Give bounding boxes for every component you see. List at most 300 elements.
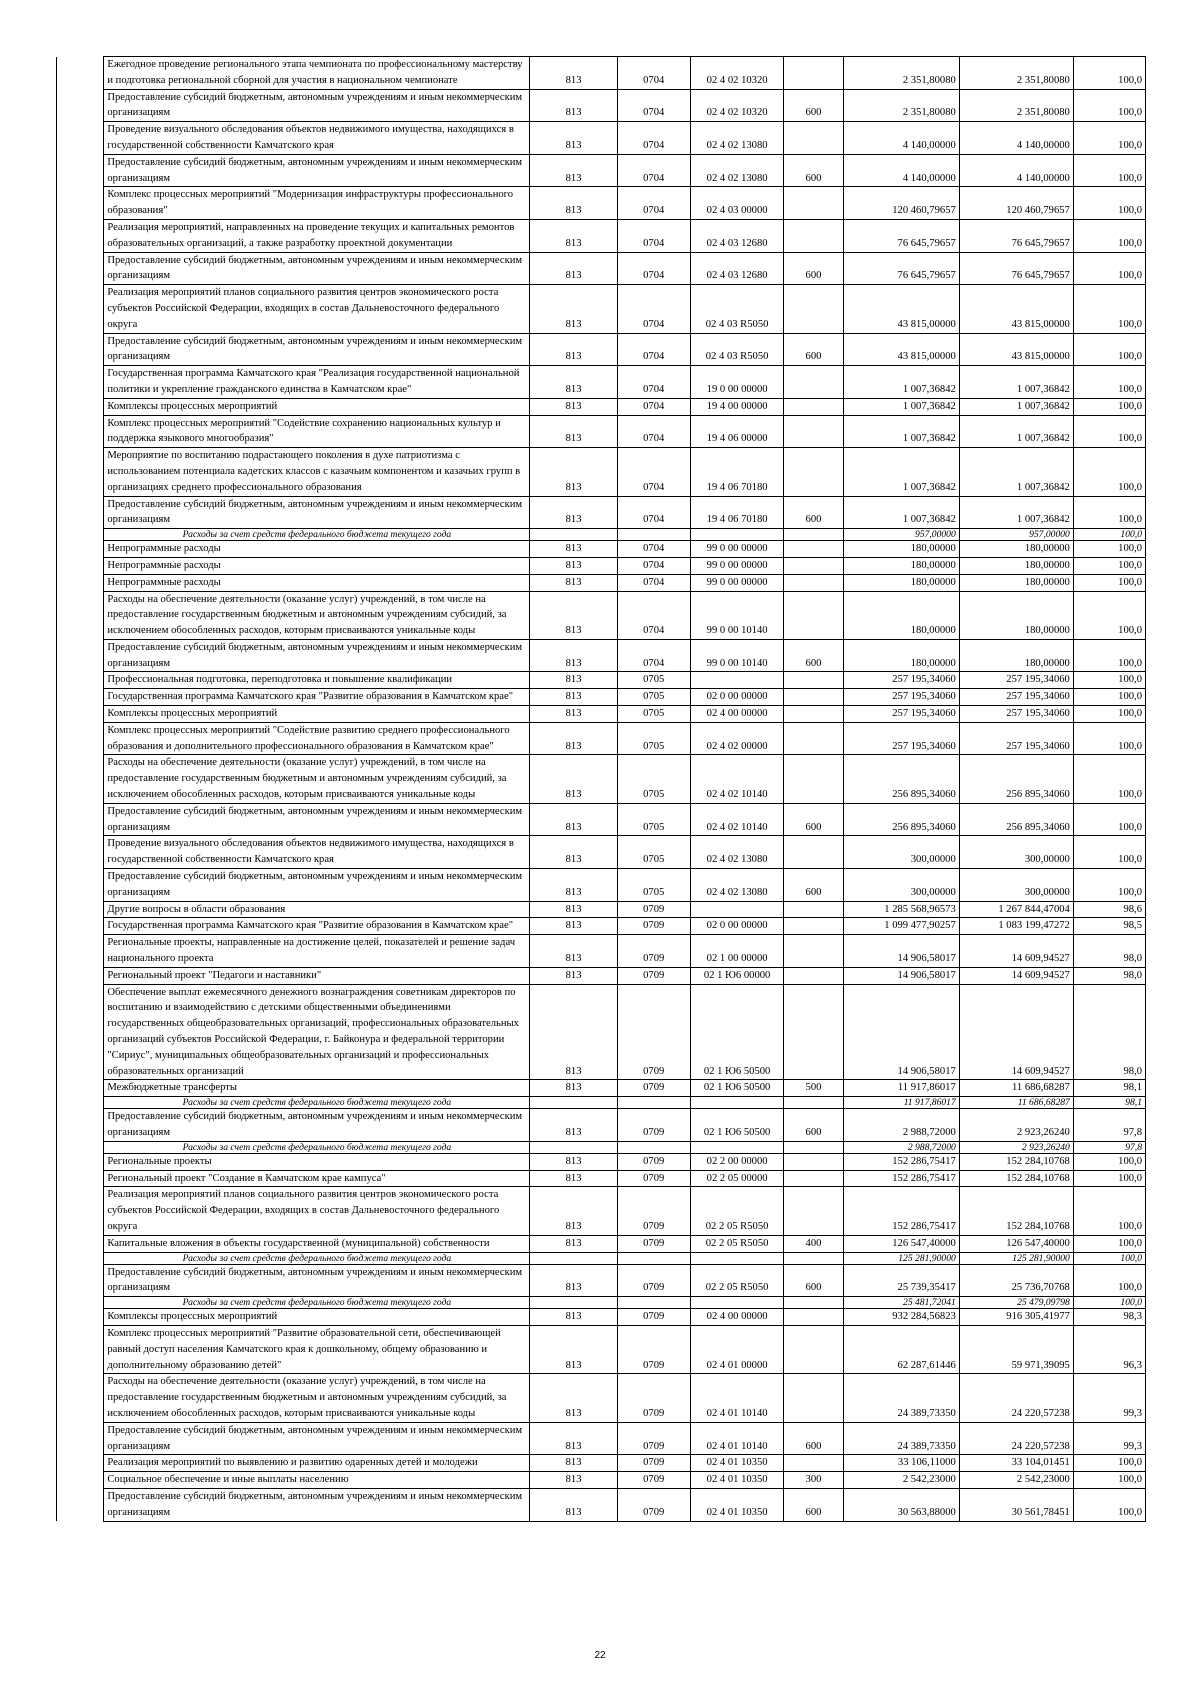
row-ministry-code-cell: 813 — [530, 285, 617, 333]
row-name-cell: Предоставление субсидий бюджетным, автономным учреждениям и иным некоммерческим организациям — [104, 252, 530, 285]
row-percent-cell: 100,0 — [1073, 89, 1145, 122]
row-section-code-cell: 0704 — [617, 154, 690, 187]
row-expense-type-cell — [784, 836, 843, 869]
row-target-article-cell: 02 4 02 13080 — [690, 154, 784, 187]
row-section-code-cell: 0709 — [617, 1235, 690, 1252]
row-percent-cell: 98,0 — [1073, 935, 1145, 968]
row-section-code-cell: 0704 — [617, 541, 690, 558]
row-name-cell: Предоставление субсидий бюджетным, автономным учреждениям и иным некоммерческим организациям — [104, 1264, 530, 1297]
row-section-code-cell: 0709 — [617, 1455, 690, 1472]
row-section-code-cell: 0705 — [617, 803, 690, 836]
row-actual-amount-cell: 24 220,57238 — [959, 1374, 1073, 1422]
row-expense-type-cell — [784, 1187, 843, 1235]
row-expense-type-cell — [784, 706, 843, 723]
row-ministry-code-cell: 813 — [530, 967, 617, 984]
row-percent-cell: 98,1 — [1073, 1080, 1145, 1097]
row-name-cell: Непрограммные расходы — [104, 574, 530, 591]
row-name-cell: Комплекс процессных мероприятий "Содействие сохранению национальных культур и поддержка языкового многообразия" — [104, 415, 530, 448]
row-expense-type-cell — [784, 755, 843, 803]
row-actual-amount-cell: 300,00000 — [959, 836, 1073, 869]
row-expense-type-cell — [784, 935, 843, 968]
row-actual-amount-cell: 180,00000 — [959, 557, 1073, 574]
row-expense-type-cell: 600 — [784, 1264, 843, 1297]
table-row — [57, 755, 1146, 803]
row-target-article-cell: 02 4 02 13080 — [690, 836, 784, 869]
row-ministry-code-cell: 813 — [530, 57, 617, 90]
row-percent-cell: 98,0 — [1073, 984, 1145, 1080]
row-expense-type-cell: 600 — [784, 1488, 843, 1521]
row-ministry-code-cell: 813 — [530, 1472, 617, 1489]
row-actual-amount-cell: 1 007,36842 — [959, 496, 1073, 529]
row-section-code-cell: 0705 — [617, 836, 690, 869]
row-ministry-code-cell: 813 — [530, 1309, 617, 1326]
row-name-cell: Непрограммные расходы — [104, 557, 530, 574]
row-section-code-cell: 0704 — [617, 448, 690, 496]
table-row — [57, 803, 1146, 836]
row-target-article-cell: 02 2 00 00000 — [690, 1153, 784, 1170]
row-section-code-cell — [617, 1141, 690, 1153]
row-plan-amount-cell: 152 286,75417 — [843, 1187, 959, 1235]
row-blank-cell — [57, 722, 104, 755]
row-section-code-cell: 0709 — [617, 1080, 690, 1097]
row-plan-amount-cell: 257 195,34060 — [843, 722, 959, 755]
table-row — [57, 1472, 1146, 1489]
row-section-code-cell: 0709 — [617, 1422, 690, 1455]
table-row — [57, 639, 1146, 672]
row-percent-cell: 100,0 — [1073, 252, 1145, 285]
row-name-cell: Профессиональная подготовка, переподготовка и повышение квалификации — [104, 672, 530, 689]
row-blank-cell — [57, 1097, 104, 1109]
row-target-article-cell: 99 0 00 00000 — [690, 574, 784, 591]
row-target-article-cell: 99 0 00 00000 — [690, 541, 784, 558]
row-actual-amount-cell: 180,00000 — [959, 574, 1073, 591]
row-target-article-cell: 02 4 00 00000 — [690, 706, 784, 723]
row-percent-cell: 100,0 — [1073, 836, 1145, 869]
row-plan-amount-cell: 1 285 568,96573 — [843, 901, 959, 918]
row-section-code-cell: 0704 — [617, 398, 690, 415]
row-percent-cell: 100,0 — [1073, 803, 1145, 836]
table-row — [57, 967, 1146, 984]
table-row — [57, 122, 1146, 155]
row-target-article-cell: 02 4 02 13080 — [690, 869, 784, 902]
table-row — [57, 1187, 1146, 1235]
row-section-code-cell: 0704 — [617, 366, 690, 399]
row-actual-amount-cell: 59 971,39095 — [959, 1325, 1073, 1373]
row-ministry-code-cell: 813 — [530, 1080, 617, 1097]
row-expense-type-cell: 600 — [784, 252, 843, 285]
row-section-code-cell: 0704 — [617, 639, 690, 672]
row-blank-cell — [57, 541, 104, 558]
row-target-article-cell: 02 4 03 R5050 — [690, 333, 784, 366]
row-plan-amount-cell: 25 739,35417 — [843, 1264, 959, 1297]
row-percent-cell: 100,0 — [1073, 1488, 1145, 1521]
row-plan-amount-cell: 24 389,73350 — [843, 1422, 959, 1455]
row-name-cell: Предоставление субсидий бюджетным, автономным учреждениям и иным некоммерческим организациям — [104, 154, 530, 187]
row-ministry-code-cell: 813 — [530, 557, 617, 574]
row-actual-amount-cell: 152 284,10768 — [959, 1187, 1073, 1235]
row-section-code-cell: 0709 — [617, 1325, 690, 1373]
row-percent-cell: 96,3 — [1073, 1325, 1145, 1373]
row-ministry-code-cell: 813 — [530, 219, 617, 252]
row-plan-amount-cell: 256 895,34060 — [843, 755, 959, 803]
budget-table-sheet — [56, 56, 1146, 1522]
row-expense-type-cell — [784, 1374, 843, 1422]
row-blank-cell — [57, 252, 104, 285]
row-blank-cell — [57, 1422, 104, 1455]
row-name-cell: Государственная программа Камчатского края "Развитие образования в Камчатском крае" — [104, 918, 530, 935]
row-blank-cell — [57, 901, 104, 918]
table-row — [57, 1109, 1146, 1142]
row-blank-cell — [57, 1325, 104, 1373]
row-target-article-cell — [690, 901, 784, 918]
row-ministry-code-cell — [530, 529, 617, 541]
row-blank-cell — [57, 1472, 104, 1489]
row-expense-type-cell: 600 — [784, 1109, 843, 1142]
row-expense-type-cell — [784, 415, 843, 448]
row-target-article-cell: 99 0 00 10140 — [690, 639, 784, 672]
row-blank-cell — [57, 557, 104, 574]
row-blank-cell — [57, 1141, 104, 1153]
row-expense-type-cell — [784, 366, 843, 399]
row-percent-cell: 100,0 — [1073, 574, 1145, 591]
row-actual-amount-cell: 2 923,26240 — [959, 1109, 1073, 1142]
table-row — [57, 285, 1146, 333]
row-plan-amount-cell: 257 195,34060 — [843, 689, 959, 706]
row-expense-type-cell — [784, 122, 843, 155]
row-actual-amount-cell: 2 351,80080 — [959, 57, 1073, 90]
row-name-cell: Региональный проект "Создание в Камчатском крае кампуса" — [104, 1170, 530, 1187]
row-target-article-cell: 02 4 03 R5050 — [690, 285, 784, 333]
row-plan-amount-cell: 2 542,23000 — [843, 1472, 959, 1489]
row-target-article-cell: 02 0 00 00000 — [690, 689, 784, 706]
table-row — [57, 984, 1146, 1080]
row-target-article-cell: 02 4 01 10350 — [690, 1472, 784, 1489]
row-name-cell: Реализация мероприятий по выявлению и развитию одаренных детей и молодежи — [104, 1455, 530, 1472]
row-target-article-cell: 19 4 06 00000 — [690, 415, 784, 448]
row-name-cell: Расходы на обеспечение деятельности (оказание услуг) учреждений, в том числе на предоставление государственным бюджетным и автономным учреждениям субсидий, за исключением обособленных расходов, которым присваиваются уникальные коды — [104, 1374, 530, 1422]
row-section-code-cell: 0704 — [617, 557, 690, 574]
row-name-cell: Комплексы процессных мероприятий — [104, 706, 530, 723]
row-expense-type-cell: 600 — [784, 803, 843, 836]
row-target-article-cell: 02 1 00 00000 — [690, 935, 784, 968]
table-subrow-federal — [57, 1097, 1146, 1109]
row-percent-cell: 100,0 — [1073, 529, 1145, 541]
row-ministry-code-cell: 813 — [530, 1422, 617, 1455]
row-actual-amount-cell: 2 542,23000 — [959, 1472, 1073, 1489]
row-target-article-cell: 02 4 03 12680 — [690, 252, 784, 285]
row-blank-cell — [57, 366, 104, 399]
row-percent-cell: 100,0 — [1073, 1472, 1145, 1489]
row-percent-cell: 100,0 — [1073, 706, 1145, 723]
row-blank-cell — [57, 1455, 104, 1472]
row-section-code-cell: 0709 — [617, 967, 690, 984]
row-ministry-code-cell: 813 — [530, 901, 617, 918]
row-name-cell: Проведение визуального обследования объектов недвижимого имущества, находящихся в государственной собственности Камчатского края — [104, 122, 530, 155]
row-section-code-cell: 0704 — [617, 285, 690, 333]
row-section-code-cell — [617, 529, 690, 541]
row-ministry-code-cell: 813 — [530, 722, 617, 755]
row-section-code-cell: 0704 — [617, 219, 690, 252]
row-blank-cell — [57, 1187, 104, 1235]
row-name-cell: Социальное обеспечение и иные выплаты населению — [104, 1472, 530, 1489]
row-ministry-code-cell: 813 — [530, 1325, 617, 1373]
row-target-article-cell: 02 4 01 10140 — [690, 1422, 784, 1455]
row-blank-cell — [57, 415, 104, 448]
row-actual-amount-cell: 30 561,78451 — [959, 1488, 1073, 1521]
row-target-article-cell: 02 4 01 10350 — [690, 1455, 784, 1472]
row-name-cell: Реализация мероприятий планов социального развития центров экономического роста субъектов Российской Федерации, входящих в состав Дальневосточного федерального округа — [104, 1187, 530, 1235]
row-section-code-cell: 0709 — [617, 1374, 690, 1422]
row-percent-cell: 100,0 — [1073, 1455, 1145, 1472]
row-name-cell: Предоставление субсидий бюджетным, автономным учреждениям и иным некоммерческим организациям — [104, 803, 530, 836]
row-percent-cell: 100,0 — [1073, 541, 1145, 558]
row-name-cell: Капитальные вложения в объекты государственной (муниципальной) собственности — [104, 1235, 530, 1252]
row-section-code-cell: 0709 — [617, 984, 690, 1080]
row-blank-cell — [57, 672, 104, 689]
row-expense-type-cell — [784, 57, 843, 90]
row-expense-type-cell: 500 — [784, 1080, 843, 1097]
row-blank-cell — [57, 1488, 104, 1521]
table-row — [57, 722, 1146, 755]
table-row — [57, 448, 1146, 496]
row-name-cell: Предоставление субсидий бюджетным, автономным учреждениям и иным некоммерческим организациям — [104, 1109, 530, 1142]
row-percent-cell: 100,0 — [1073, 1264, 1145, 1297]
row-target-article-cell: 19 4 06 70180 — [690, 496, 784, 529]
row-target-article-cell: 99 0 00 00000 — [690, 557, 784, 574]
row-percent-cell: 100,0 — [1073, 1252, 1145, 1264]
row-blank-cell — [57, 187, 104, 220]
table-row — [57, 706, 1146, 723]
row-percent-cell: 100,0 — [1073, 285, 1145, 333]
row-percent-cell: 100,0 — [1073, 557, 1145, 574]
row-section-code-cell: 0709 — [617, 1153, 690, 1170]
row-plan-amount-cell: 1 007,36842 — [843, 366, 959, 399]
row-plan-amount-cell: 30 563,88000 — [843, 1488, 959, 1521]
row-plan-amount-cell: 24 389,73350 — [843, 1374, 959, 1422]
row-target-article-cell — [690, 672, 784, 689]
row-name-cell: Государственная программа Камчатского края "Реализация государственной национальной политики и укрепление гражданского единства в Камчатском крае" — [104, 366, 530, 399]
row-actual-amount-cell: 2 351,80080 — [959, 89, 1073, 122]
row-plan-amount-cell: 125 281,90000 — [843, 1252, 959, 1264]
row-percent-cell: 100,0 — [1073, 1153, 1145, 1170]
row-actual-amount-cell: 1 007,36842 — [959, 398, 1073, 415]
row-blank-cell — [57, 1235, 104, 1252]
row-blank-cell — [57, 591, 104, 639]
row-section-code-cell: 0704 — [617, 252, 690, 285]
row-plan-amount-cell: 180,00000 — [843, 591, 959, 639]
row-percent-cell: 100,0 — [1073, 219, 1145, 252]
row-target-article-cell: 02 4 03 00000 — [690, 187, 784, 220]
row-section-code-cell: 0704 — [617, 415, 690, 448]
table-row — [57, 1422, 1146, 1455]
row-blank-cell — [57, 869, 104, 902]
row-name-cell: Межбюджетные трансферты — [104, 1080, 530, 1097]
row-blank-cell — [57, 57, 104, 90]
row-ministry-code-cell: 813 — [530, 1374, 617, 1422]
row-blank-cell — [57, 89, 104, 122]
row-expense-type-cell: 600 — [784, 1422, 843, 1455]
row-expense-type-cell: 600 — [784, 154, 843, 187]
row-ministry-code-cell: 813 — [530, 1153, 617, 1170]
row-ministry-code-cell — [530, 1141, 617, 1153]
row-percent-cell: 98,1 — [1073, 1097, 1145, 1109]
row-name-cell: Расходы за счет средств федерального бюджета текущего года — [104, 1097, 530, 1109]
page-number: 22 — [594, 1650, 606, 1661]
row-ministry-code-cell: 813 — [530, 639, 617, 672]
row-name-cell: Предоставление субсидий бюджетным, автономным учреждениям и иным некоммерческим организациям — [104, 1488, 530, 1521]
row-blank-cell — [57, 1297, 104, 1309]
row-ministry-code-cell: 813 — [530, 252, 617, 285]
row-ministry-code-cell: 813 — [530, 366, 617, 399]
row-section-code-cell — [617, 1252, 690, 1264]
row-name-cell: Комплексы процессных мероприятий — [104, 398, 530, 415]
row-blank-cell — [57, 496, 104, 529]
row-actual-amount-cell: 76 645,79657 — [959, 219, 1073, 252]
row-section-code-cell: 0709 — [617, 1309, 690, 1326]
row-actual-amount-cell: 916 305,41977 — [959, 1309, 1073, 1326]
row-blank-cell — [57, 219, 104, 252]
table-row — [57, 1325, 1146, 1373]
row-percent-cell: 100,0 — [1073, 122, 1145, 155]
table-row — [57, 591, 1146, 639]
table-subrow-federal — [57, 1141, 1146, 1153]
row-ministry-code-cell: 813 — [530, 187, 617, 220]
row-blank-cell — [57, 333, 104, 366]
row-plan-amount-cell: 1 007,36842 — [843, 415, 959, 448]
row-target-article-cell: 02 1 Ю6 50500 — [690, 984, 784, 1080]
row-percent-cell: 100,0 — [1073, 1297, 1145, 1309]
row-percent-cell: 100,0 — [1073, 722, 1145, 755]
row-expense-type-cell: 600 — [784, 89, 843, 122]
row-ministry-code-cell: 813 — [530, 755, 617, 803]
row-ministry-code-cell: 813 — [530, 869, 617, 902]
row-actual-amount-cell: 152 284,10768 — [959, 1153, 1073, 1170]
row-actual-amount-cell: 2 923,26240 — [959, 1141, 1073, 1153]
row-section-code-cell: 0704 — [617, 496, 690, 529]
row-percent-cell: 100,0 — [1073, 57, 1145, 90]
budget-table-body — [57, 57, 1146, 1522]
row-name-cell: Расходы за счет средств федерального бюджета текущего года — [104, 529, 530, 541]
row-target-article-cell — [690, 1141, 784, 1153]
row-percent-cell: 98,6 — [1073, 901, 1145, 918]
row-expense-type-cell — [784, 574, 843, 591]
row-name-cell: Мероприятие по воспитанию подрастающего поколения в духе патриотизма с использованием потенциала кадетских классов с казачьим компонентом и казачьих групп в организациях среднего профессионального образования — [104, 448, 530, 496]
row-expense-type-cell: 600 — [784, 333, 843, 366]
row-name-cell: Реализация мероприятий, направленных на проведение текущих и капитальных ремонтов образовательных организаций, а также разработку проектной документации — [104, 219, 530, 252]
row-actual-amount-cell: 14 609,94527 — [959, 935, 1073, 968]
row-target-article-cell: 02 4 01 10140 — [690, 1374, 784, 1422]
row-blank-cell — [57, 1264, 104, 1297]
row-name-cell: Реализация мероприятий планов социального развития центров экономического роста субъектов Российской Федерации, входящих в состав Дальневосточного федерального округа — [104, 285, 530, 333]
row-percent-cell: 99,3 — [1073, 1374, 1145, 1422]
row-blank-cell — [57, 1109, 104, 1142]
row-actual-amount-cell: 257 195,34060 — [959, 706, 1073, 723]
row-target-article-cell: 02 2 05 R5050 — [690, 1187, 784, 1235]
row-plan-amount-cell: 43 815,00000 — [843, 333, 959, 366]
row-expense-type-cell — [784, 448, 843, 496]
row-target-article-cell: 02 4 01 00000 — [690, 1325, 784, 1373]
table-row — [57, 1309, 1146, 1326]
row-plan-amount-cell: 300,00000 — [843, 836, 959, 869]
row-plan-amount-cell: 257 195,34060 — [843, 672, 959, 689]
row-ministry-code-cell: 813 — [530, 448, 617, 496]
row-section-code-cell: 0709 — [617, 901, 690, 918]
row-blank-cell — [57, 154, 104, 187]
row-expense-type-cell — [784, 689, 843, 706]
row-blank-cell — [57, 967, 104, 984]
row-expense-type-cell — [784, 1252, 843, 1264]
table-row — [57, 1235, 1146, 1252]
row-ministry-code-cell: 813 — [530, 836, 617, 869]
row-ministry-code-cell: 813 — [530, 1488, 617, 1521]
row-actual-amount-cell: 24 220,57238 — [959, 1422, 1073, 1455]
row-plan-amount-cell: 43 815,00000 — [843, 285, 959, 333]
row-name-cell: Обеспечение выплат ежемесячного денежного вознаграждения советникам директоров по воспитанию и взаимодействию с детскими общественными объединениями государственных общеобразовательных организаций, профессиональных образовательных организаций субъектов Российской Федерации, г. Байконура и федеральной территории "Сириус", муниципальных общеобразовательных организаций и профессиональных образовательных организаций — [104, 984, 530, 1080]
row-ministry-code-cell: 813 — [530, 591, 617, 639]
row-name-cell: Региональные проекты, направленные на достижение целей, показателей и решение задач национального проекта — [104, 935, 530, 968]
row-ministry-code-cell: 813 — [530, 496, 617, 529]
row-blank-cell — [57, 574, 104, 591]
row-actual-amount-cell: 1 007,36842 — [959, 415, 1073, 448]
row-ministry-code-cell: 813 — [530, 154, 617, 187]
row-expense-type-cell — [784, 1153, 843, 1170]
row-actual-amount-cell: 152 284,10768 — [959, 1170, 1073, 1187]
row-blank-cell — [57, 529, 104, 541]
row-percent-cell: 100,0 — [1073, 755, 1145, 803]
row-ministry-code-cell: 813 — [530, 689, 617, 706]
table-row — [57, 1488, 1146, 1521]
row-percent-cell: 97,8 — [1073, 1109, 1145, 1142]
row-target-article-cell: 19 4 06 70180 — [690, 448, 784, 496]
row-expense-type-cell — [784, 219, 843, 252]
row-ministry-code-cell — [530, 1297, 617, 1309]
row-blank-cell — [57, 803, 104, 836]
row-name-cell: Предоставление субсидий бюджетным, автономным учреждениям и иным некоммерческим организациям — [104, 333, 530, 366]
row-plan-amount-cell: 2 988,72000 — [843, 1141, 959, 1153]
row-expense-type-cell: 600 — [784, 869, 843, 902]
row-ministry-code-cell: 813 — [530, 1264, 617, 1297]
row-actual-amount-cell: 1 007,36842 — [959, 366, 1073, 399]
row-ministry-code-cell: 813 — [530, 415, 617, 448]
row-plan-amount-cell: 120 460,79657 — [843, 187, 959, 220]
row-actual-amount-cell: 257 195,34060 — [959, 722, 1073, 755]
row-plan-amount-cell: 11 917,86017 — [843, 1080, 959, 1097]
row-percent-cell: 100,0 — [1073, 1170, 1145, 1187]
row-expense-type-cell — [784, 918, 843, 935]
row-percent-cell: 98,3 — [1073, 1309, 1145, 1326]
row-section-code-cell — [617, 1297, 690, 1309]
row-expense-type-cell — [784, 529, 843, 541]
row-plan-amount-cell: 300,00000 — [843, 869, 959, 902]
row-plan-amount-cell: 152 286,75417 — [843, 1153, 959, 1170]
row-section-code-cell: 0704 — [617, 57, 690, 90]
row-plan-amount-cell: 76 645,79657 — [843, 219, 959, 252]
row-target-article-cell: 02 0 00 00000 — [690, 918, 784, 935]
row-percent-cell: 100,0 — [1073, 1235, 1145, 1252]
row-expense-type-cell — [784, 722, 843, 755]
row-section-code-cell: 0709 — [617, 918, 690, 935]
row-target-article-cell: 02 2 05 R5050 — [690, 1235, 784, 1252]
row-percent-cell: 100,0 — [1073, 398, 1145, 415]
row-plan-amount-cell: 2 351,80080 — [843, 89, 959, 122]
table-row — [57, 1170, 1146, 1187]
row-actual-amount-cell: 76 645,79657 — [959, 252, 1073, 285]
row-actual-amount-cell: 43 815,00000 — [959, 285, 1073, 333]
row-target-article-cell: 02 1 Ю6 00000 — [690, 967, 784, 984]
row-blank-cell — [57, 689, 104, 706]
row-plan-amount-cell: 1 007,36842 — [843, 496, 959, 529]
row-expense-type-cell — [784, 1309, 843, 1326]
